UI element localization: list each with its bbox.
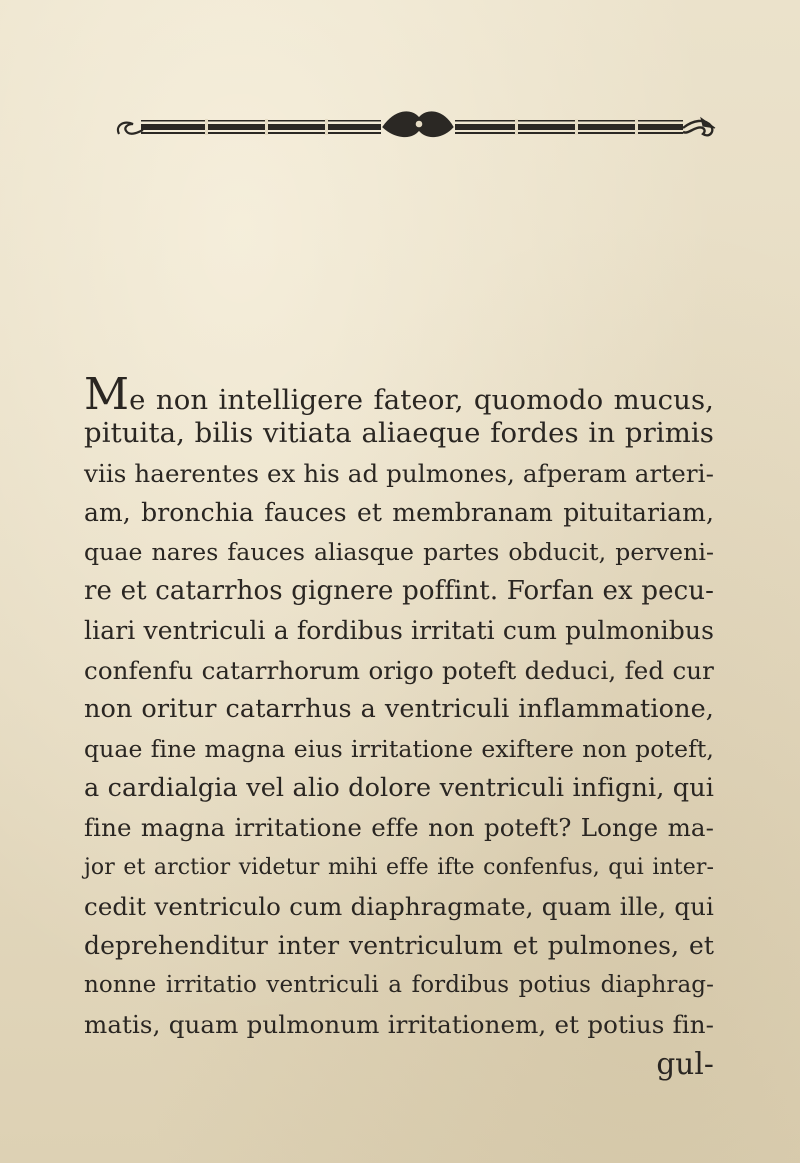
first-line-rest: e non intelligere fateor, quomodo mucus, (129, 384, 714, 416)
text-line: deprehenditur inter ventriculum et pulmones, et (84, 931, 714, 961)
text-line: viis haerentes ex his ad pulmones, afperam arteri- (84, 458, 715, 488)
catchword: gul- (656, 1046, 714, 1081)
text-line: nonne irritatio ventriculi a fordibus potius diaphrag- (84, 971, 714, 998)
text-line: fine magna irritatione effe non poteft? Longe ma- (84, 813, 714, 843)
text-line: a cardialgia vel alio dolore ventriculi infigni, qui (84, 772, 714, 803)
ornamental-head-rule-icon (115, 100, 720, 146)
latin-text-paragraph (84, 369, 715, 1084)
text-line: non oritur catarrhus a ventriculi inflammatione, (84, 694, 714, 725)
text-line: liari ventriculi a fordibus irritati cum pulmonibus (84, 616, 714, 646)
text-line: quae fine magna eius irritatione exiftere non poteft, (84, 734, 714, 763)
text-line: re et catarrhos gignere poffint. Forfan ex pecu- (84, 575, 714, 606)
text-line: jor et arctior videtur mihi effe ifte confenfus, qui inter- (84, 854, 714, 880)
text-line: confenfu catarrhorum origo poteft deduci, fed cur (84, 655, 714, 685)
text-line: matis, quam pulmonum irritationem, et potius fin- (84, 1010, 714, 1040)
text-line: quae nares fauces aliasque partes obducit, perveni- (84, 537, 714, 566)
text-line: am, bronchia fauces et membranam pituitariam, (84, 498, 714, 528)
text-line-first (84, 369, 714, 420)
text-line: cedit ventriculo cum diaphragmate, quam ille, qui (84, 892, 714, 922)
text-line: pituita, bilis vitiata aliaeque fordes in primis (84, 417, 714, 450)
dropcap-initial: M (84, 369, 130, 420)
